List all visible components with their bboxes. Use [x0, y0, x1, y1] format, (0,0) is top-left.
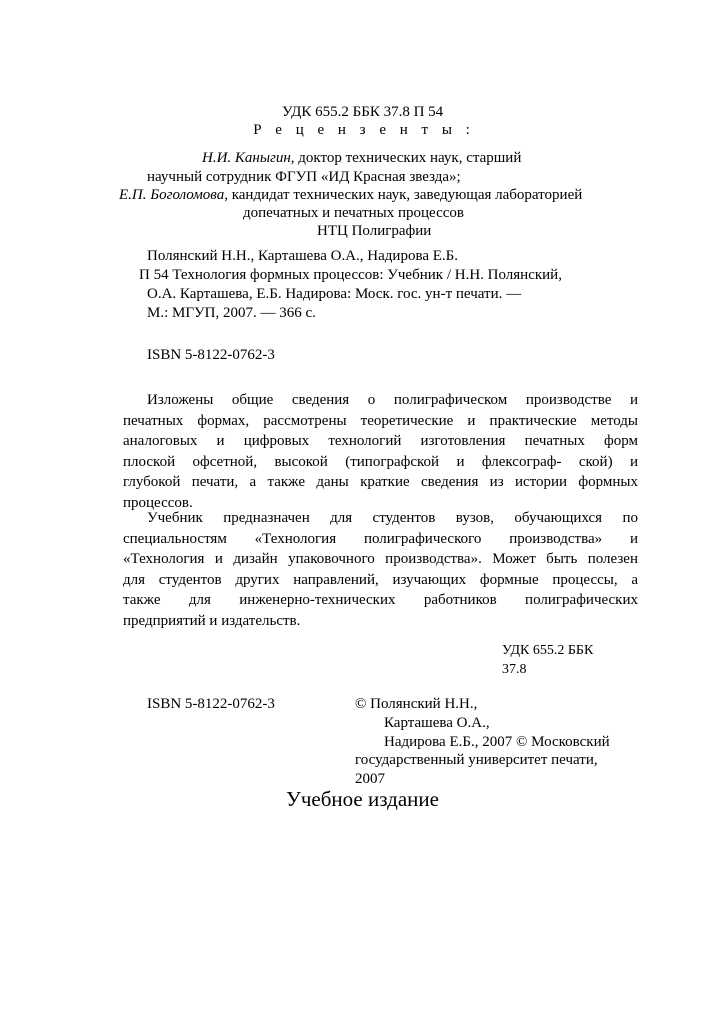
abstract-p2-line: Учебник предназначен для студентов вузов, обучающихся по	[147, 510, 638, 526]
abstract-paragraph-2	[123, 508, 638, 632]
reviewer-1-name: Н.И. Каныгин	[202, 150, 291, 166]
reviewer-2-line-2: допечатных и печатных процессов	[243, 205, 464, 221]
abstract-p1-line: Изложены общие сведения о полиграфическом производстве и	[147, 392, 638, 408]
copyright-line-1: © Полянский Н.Н.,	[355, 696, 478, 712]
reviewer-2-line-1	[119, 186, 582, 204]
citation-imprint: М.: МГУП, 2007. — 366 с.	[147, 305, 316, 321]
reviewer-1-line-2: научный сотрудник ФГУП «ИД Красная звезда»;	[147, 169, 461, 185]
copyright-line-5: 2007	[355, 771, 385, 787]
copyright-line-4: государственный университет печати,	[355, 752, 598, 768]
reviewer-2-line-3: НТЦ Полиграфии	[317, 223, 432, 239]
isbn-bottom: ISBN 5-8122-0762-3	[147, 696, 275, 712]
abstract-p2-line: для студентов других направлений, изучающих формные процессы, а	[123, 571, 638, 588]
reviewer-2-desc: , кандидат технических наук, заведующая лабораторией	[224, 187, 583, 203]
abstract-paragraph-1	[123, 390, 638, 514]
abstract-p2-line: специальностям «Технология полиграфического производства» и	[123, 530, 638, 547]
isbn-top: ISBN 5-8122-0762-3	[147, 347, 275, 363]
reviewer-1-desc: , доктор технических наук, старший	[290, 150, 522, 166]
reviewer-1-line-1	[202, 149, 521, 167]
copyright-line-3: Надирова Е.Б., 2007 © Московский	[384, 734, 610, 750]
abstract-p2-line: предприятий и издательств.	[123, 612, 301, 629]
edition-type-title: Учебное издание	[286, 787, 439, 811]
abstract-p1-line: аналоговых и цифровых технологий изготовления печатных форм	[123, 433, 638, 450]
udk-header: УДК 655.2 ББК 37.8 П 54	[282, 104, 444, 120]
abstract-p1-line: процессов.	[123, 494, 193, 511]
citation-title: П 54 Технология формных процессов: Учебник / Н.Н. Полянский,	[139, 267, 562, 283]
abstract-p2-line: также для инженерно-технических работников полиграфических	[123, 592, 638, 609]
abstract-p2-line: «Технология и дизайн упаковочного производства». Может быть полезен	[123, 551, 638, 568]
abstract-p1-line: печатных формах, рассмотрены теоретические и практические методы	[123, 412, 638, 429]
abstract-p1-line: глубокой печати, а также даны краткие сведения из истории формных	[123, 474, 638, 491]
udk-bottom-line-1: УДК 655.2 ББК	[502, 643, 594, 658]
citation-authors-publisher: О.А. Карташева, Е.Б. Надирова: Моск. гос. ун-т печати. —	[147, 286, 522, 302]
reviewer-2-name: Е.П. Боголомова	[119, 187, 225, 203]
abstract-p1-line: плоской офсетной, высокой (типографской и флексограф- ской) и	[123, 453, 638, 470]
citation-authors: Полянский Н.Н., Карташева О.А., Надирова Е.Б.	[147, 248, 459, 264]
reviewers-title: Р е ц е н з е н т ы :	[253, 122, 475, 138]
copyright-line-2: Карташева О.А.,	[384, 715, 490, 731]
udk-bottom-line-2: 37.8	[502, 662, 527, 677]
